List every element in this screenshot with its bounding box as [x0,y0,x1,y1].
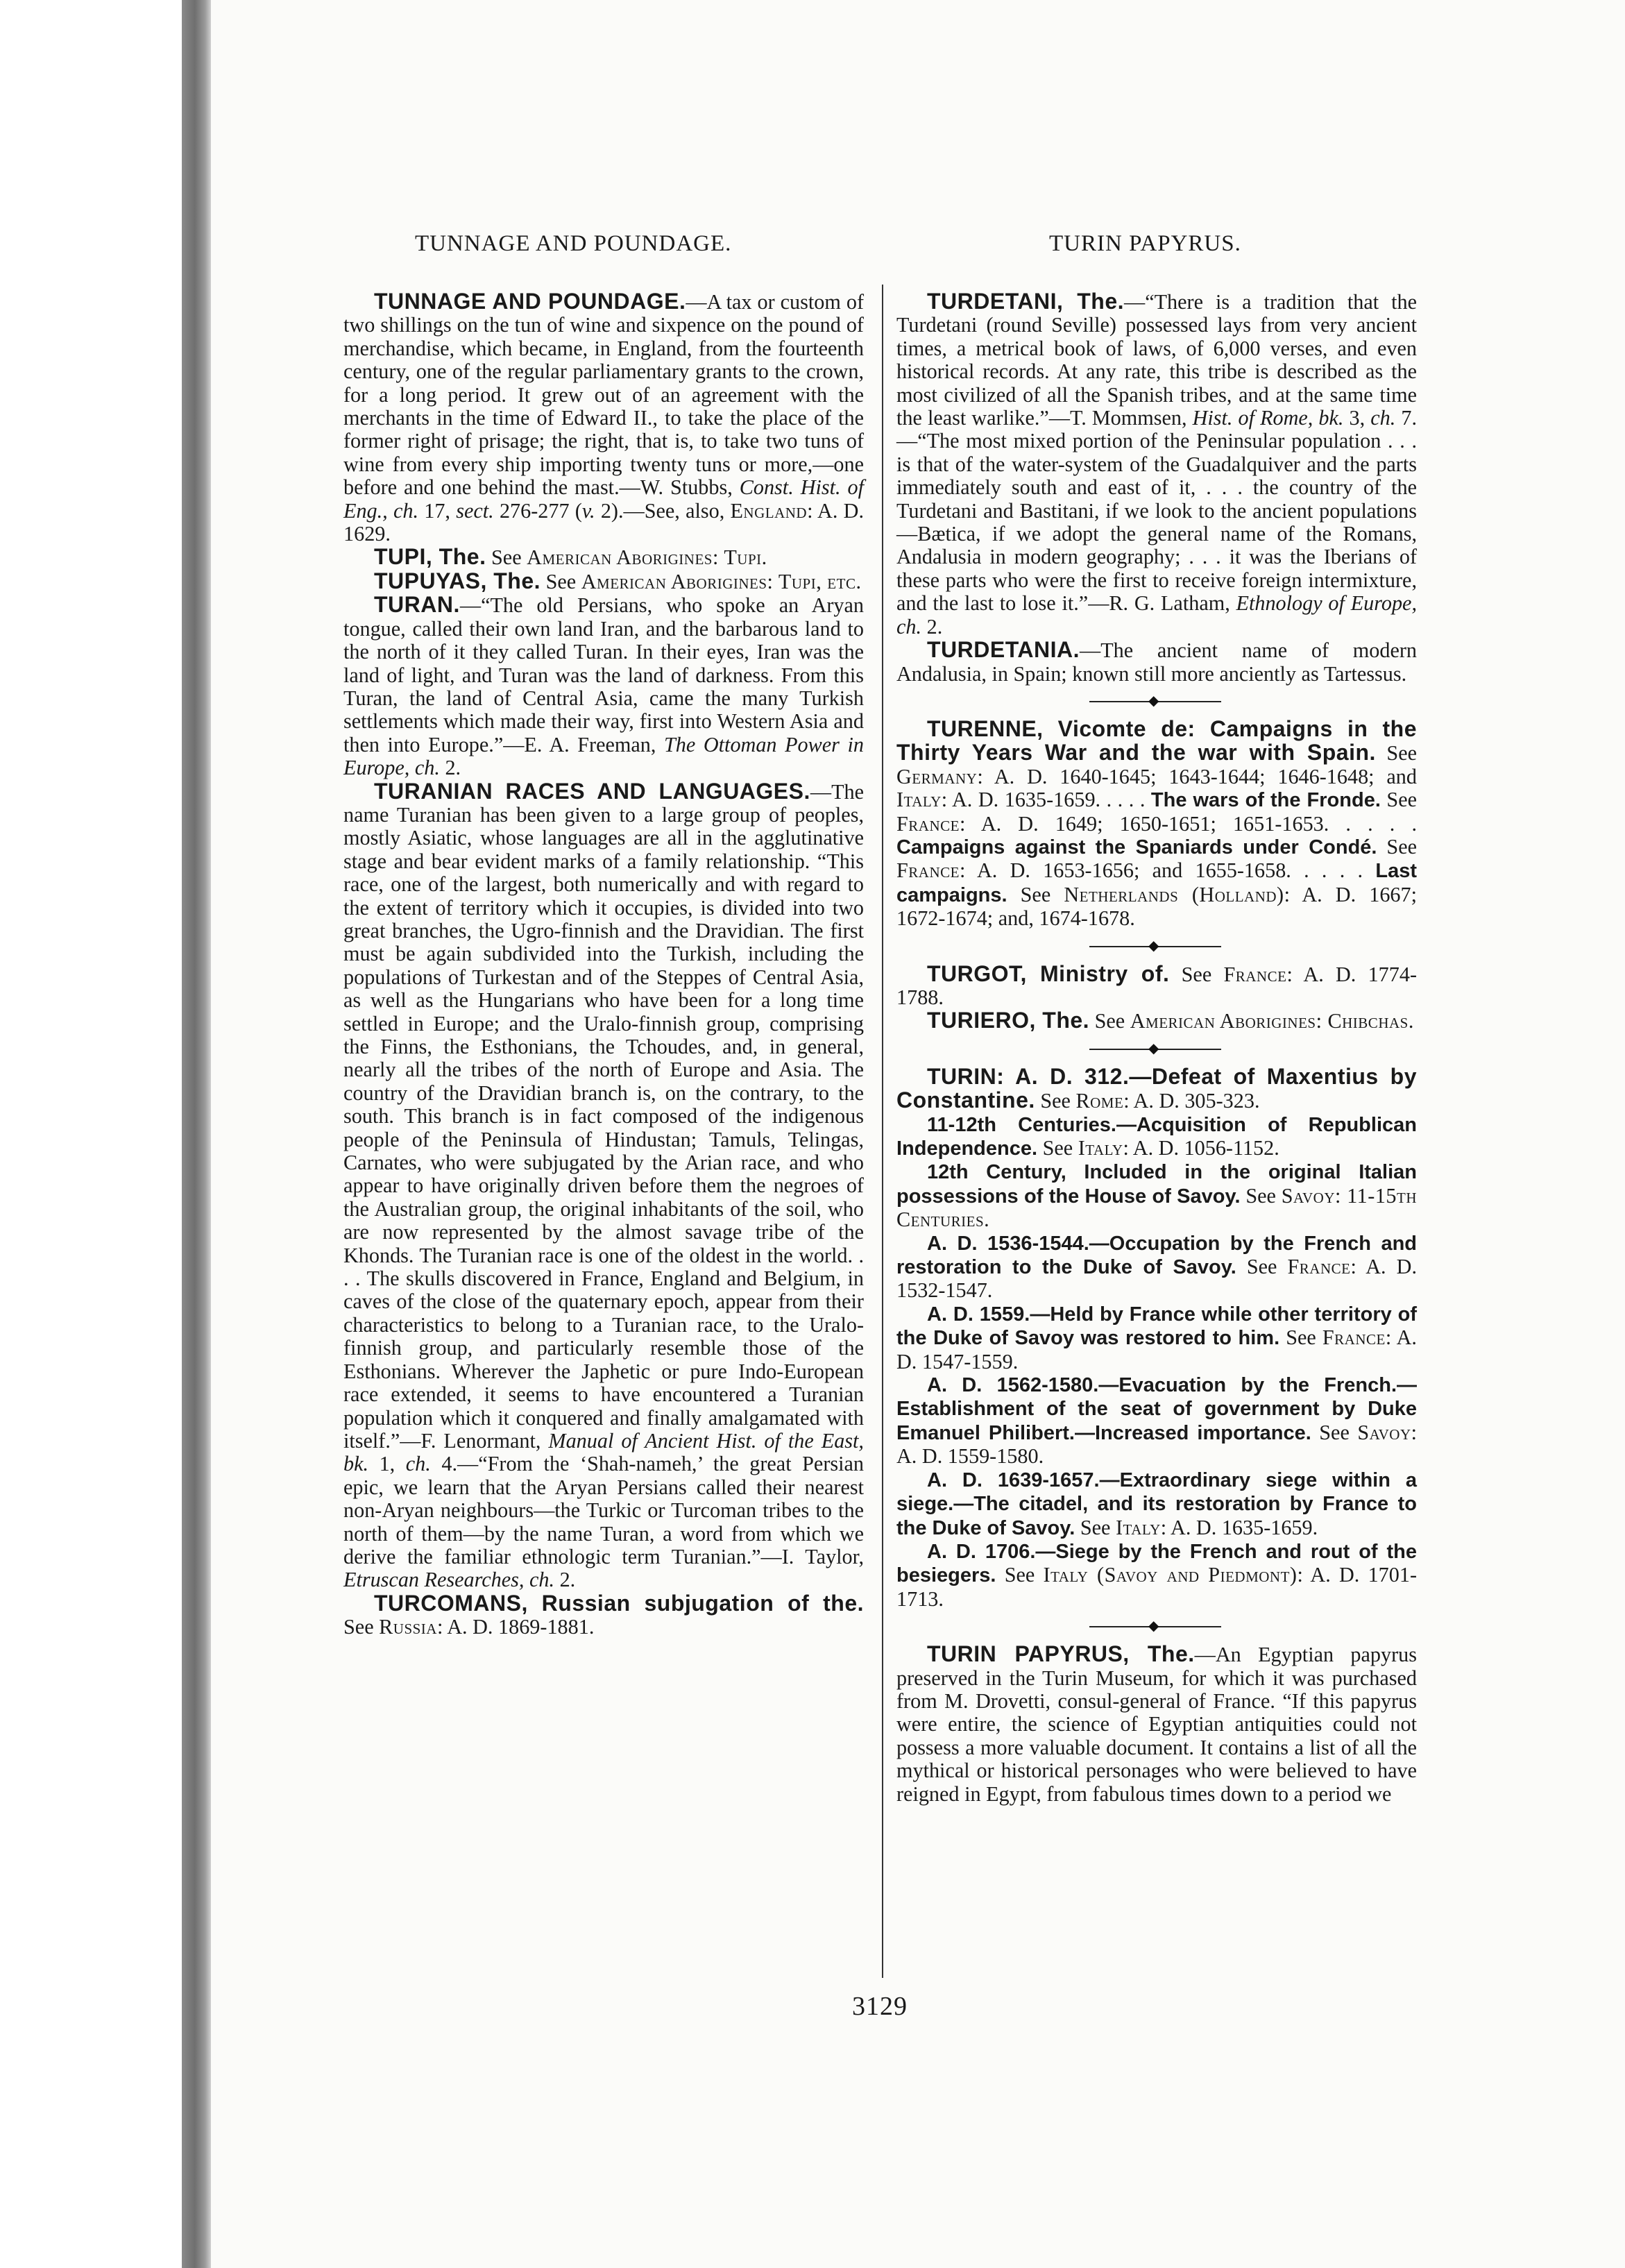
entry-text: : A. D. 1649; 1650-1651; 1651-1653. . . . . [959,811,1417,836]
entry-text: See [1236,1255,1288,1279]
entry-turiero [896,1009,1417,1033]
cross-reference: American Aborigines: Tupi [527,545,762,570]
entry-turdetani [896,290,1417,638]
entry-text: : A. D. 1774-1788. [896,962,1418,1009]
entry-text: See [1035,1089,1076,1113]
entry-text: . [1408,1009,1414,1033]
headword: TURCOMANS, Russian subjugation of the. [374,1590,864,1616]
entry-turin-1536 [896,1232,1417,1303]
headword: TURIERO, The. [927,1008,1090,1033]
entry-text: : A. D. 1532-1547. [896,1255,1417,1303]
cross-reference: Netherlands (Holland) [1064,882,1284,906]
cross-reference: Italy [1078,1136,1123,1160]
entry-text: See [1375,741,1418,765]
subheading: The wars of the Fronde. [1150,789,1381,812]
section-separator [896,1033,1417,1065]
entry-text: See [1380,788,1418,812]
headword: TUPUYAS, The. [374,568,541,593]
entry-text: See [1075,1515,1116,1539]
entry-turgot [896,960,1418,1010]
subheading: A. D. 1639-1657.—Extraordinary siege within a siege.—The citadel, and its restoration by France to the Duke of Savoy. [896,1469,1417,1539]
headword: TUNNAGE AND POUNDAGE. [374,289,686,314]
entry-text: —“The old Persians, who spoke an Aryan tongue, called their own land Iran, and the barbarous land to the north of it they called Turan. In their eyes, Iran was the land of light, and Turan was the land of darkness. From this Turan, the land of Central Asia, came the many Turkish settlements which made their way, first into Western Asia and then into Europe.”—E. A. Freeman, [343,593,864,756]
cross-reference: Savoy: 11-15th Centuries [896,1183,1417,1232]
entry-turin-1639 [896,1469,1417,1540]
entry-turcomans [343,1592,864,1639]
entry-text: See [1377,834,1417,858]
entry-text: . [984,1208,989,1232]
entry-text: 3, [1343,406,1371,430]
headword: TURGOT, Ministry of. [927,960,1170,986]
subheading: 12th Century, Included in the original Italian possessions of the House of Savoy. [896,1161,1417,1208]
subheading: Campaigns against the Spaniards under Condé. [896,836,1377,858]
entry-text: —An Egyptian papyrus preserved in the Turin Museum, for which it was purchased from M. Drovetti, consul-general of France. “If this papyrus were entire, the science of Egyptian antiquities could not possess a more valuable document. It contains a list of all the mythical or historical personages who were believed to have reigned in Egypt, from fabulous times down to a period we [896,1643,1417,1806]
subheading: 11-12th Centuries.—Acquisition of Republican Independence. [896,1113,1417,1160]
entry-text: 2. [439,756,461,780]
left-column [343,290,864,1639]
cross-reference: Rome [1075,1089,1124,1113]
entry-text: See [1240,1183,1282,1208]
cross-reference: Italy [896,788,942,812]
headword: TURDETANIA. [927,637,1080,663]
entry-tunnage-and-poundage [343,290,864,545]
cross-reference: England [730,498,808,523]
citation: ch. [1370,406,1396,430]
entry-text: 17, [418,498,457,523]
entry-turin-papyrus [896,1643,1417,1806]
entry-text: See [343,1615,380,1639]
citation: The Ottoman Power in Europe, ch. [343,732,864,780]
entry-turan [343,593,864,779]
citation: sect. [456,498,494,523]
entry-text: See [1279,1326,1322,1350]
citation: Const. Hist. of Eng., ch. [343,475,864,523]
entry-text: : A. D. 1653-1656; and 1655-1658. . . . . [959,858,1376,883]
subheading: A. D. 1559.—Held by France while other territory of the Duke of Savoy was restored to him. [896,1303,1417,1350]
entry-text: 4.—“From the ‘Shah-nameh,’ the great Persian epic, we learn that the Aryan Persians called their nearest non-Aryan neighbours—the Turkic or Turcoman tribes to the north of them—by the name Turan, a word from which we derive the familiar ethnologic term Turanian.”—I. Taylor, [343,1452,865,1568]
entry-turin-1562 [896,1373,1417,1469]
entry-text: . [761,545,767,570]
entry-tupi [343,545,864,569]
entry-turin-1559 [896,1303,1417,1373]
cross-reference: American Aborigines: Chibchas [1130,1009,1409,1033]
entry-text: —The ancient name of modern Andalusia, in Spain; known still more anciently as Tartessus. [896,638,1417,686]
subheading: A. D. 1562-1580.—Evacuation by the French.—Establishment of the seat of government by Duke Emanuel Philibert.—Increased importance. [896,1374,1417,1444]
headword: TURANIAN RACES AND LANGUAGES. [374,778,810,804]
entry-text: : A. D. 1629. [343,498,864,546]
entry-text: . [856,569,862,593]
cross-reference: France [896,811,960,836]
cross-reference: France [1322,1326,1386,1350]
book-binding-edge [182,0,211,2268]
headword: TURENNE, Vicomte de: Campaigns in the Thirty Years War and the war with Spain. [896,716,1417,765]
entry-text: 2. [921,614,943,638]
page-number: 3129 [852,1992,908,2021]
subheading: Last campaigns. [896,860,1417,906]
headword: TUPI, The. [374,544,486,570]
citation: Etruscan Researches, ch. [343,1568,555,1592]
cross-reference: Italy [1116,1515,1161,1539]
cross-reference: Italy (Savoy and Piedmont) [1043,1563,1298,1587]
entry-turin-11-12th [896,1113,1417,1161]
entry-text: : A. D. 1640-1645; 1643-1644; 1646-1648; and [977,764,1417,788]
headword: TURIN: A. D. 312.—Defeat of Maxentius by Constantine. [896,1063,1417,1113]
entry-turin-1706 [896,1540,1417,1611]
entry-text: 1, [368,1452,406,1476]
citation: Ethnology of Europe, ch. [896,591,1417,638]
entry-text: See [996,1563,1044,1587]
entry-text: 7.—“The most mixed portion of the Peninsular population . . . is that of the water-system of the Guadalquiver and the parts immediately south and east of it, . . . the country of the Turdetani and Bastitani, if we look to the ancient populations—Bætica, if we adopt the general name of the Romans, Andalusia in modern geography; . . . it was the Iberians of these parts who were the first to receive foreign intermixture, and the last to lose it.”—R. G. Latham, [896,406,1418,616]
entry-text: See [1007,882,1064,906]
entry-turdetania [896,638,1417,686]
cross-reference: American Aborigines: Tupi, etc [581,569,856,593]
entry-text: 2).—See, also, [595,498,731,523]
entry-text: See [1311,1420,1358,1444]
entry-text: : A. D. 1635-1659. . . . . [941,788,1151,812]
entry-text: : A. D. 1667; 1672-1674; and, 1674-1678. [896,882,1417,931]
entry-text: : A. D. 1701-1713. [896,1563,1417,1611]
citation: v. [581,498,595,523]
citation: Manual of Ancient Hist. of the East, bk. [343,1428,864,1476]
entry-tupuyas [343,570,864,593]
entry-text: See [486,545,527,570]
entry-text: —A tax or custom of two shillings on the tun of wine and sixpence on the pound of merchandise, which became, in England, from the fourteenth century, one of the regular parliamentary grants to the crown, for a long period. It grew out of an agreement with the merchants in the time of Edward II., to take the place of the former right of prisage; the right, that is, to take two tuns of wine from every ship importing twenty tuns or more,—one before and one behind the mast.—W. Stubbs, [343,290,864,500]
cross-reference: Germany [896,764,978,788]
entry-text: 276-277 ( [493,498,582,523]
section-separator [896,686,1417,718]
section-separator [896,1611,1417,1643]
entry-text: —The name Turanian has been given to a large group of peoples, mostly Asiatic, whose languages are all in the agglutinative stage and bear evident marks of a family relationship. “This race, one of the largest, both numerically and with regard to the extent of territory which it occupies, is divided into two great branches, the Ugro-finnish and the Dravidian. The first must be again subdivided into the Turkish, including the populations of Turkestan and of the Steppes of Central Asia, as well as the Hungarians who have been for a long time settled in Europe; and the Uralo-finnish group, comprising the Finns, the Esthonians, the Tchoudes, and, in general, nearly all the tribes of the north of Europe and Asia. The country of the Dravidian branch is, on the contrary, to the south. This branch is in fact composed of the indigenous people of the Peninsula of Hindustan; Tamuls, Telingas, Carnates, who were subjugated by the Arian race, and who appear to have originally driven before them the negroes of the Australian group, the original inhabitants of the soil, who are now represented by the almost savage tribe of the Khonds. The Turanian race is one of the oldest in the world. . . . The skulls discovered in France, England and Belgium, in caves of the close of the quaternary epoch, appear from their characteristics to belong to a Turanian race, to the Uralo-finnish group, and particularly resemble those of the Esthonians. Wherever the Japhetic or pure Indo-European race extended, it seems to have encountered a Turanian population which it conquered and finally amalgamated with itself.”—F. Lenormant, [343,779,864,1453]
entry-text: : A. D. 305-323. [1123,1089,1260,1113]
entry-text: : A. D. 1869-1881. [436,1615,595,1639]
cross-reference: France [1223,962,1287,986]
entry-turin-312 [896,1065,1417,1113]
entry-text: 2. [554,1568,576,1592]
entry-text: : A. D. 1559-1580. [896,1420,1418,1469]
entry-text: See [1089,1009,1130,1033]
entry-text: : A. D. 1547-1559. [896,1326,1417,1373]
subheading: A. D. 1706.—Siege by the French and rout of the besiegers. [896,1540,1417,1587]
entry-text: —“There is a tradition that the Turdetani (round Seville) possessed lays from very ancient times, a metrical book of laws, of 6,000 verses, and even historical records. At any rate, this tribe is described as the most civilized of all the Spanish tribes, and at the same time the least warlike.”—T. Mommsen, [896,290,1418,430]
entry-turenne [896,718,1417,931]
headword: TURAN. [374,592,460,618]
entry-turanian-races [343,780,864,1592]
headword: TURIN PAPYRUS, The. [927,1641,1195,1667]
entry-text: : A. D. 1056-1152. [1123,1136,1279,1160]
entry-turin-12th [896,1160,1417,1231]
section-separator [896,931,1417,963]
cross-reference: Russia [379,1615,437,1639]
right-column [896,290,1417,1806]
column-rule [882,285,883,1978]
headword: TURDETANI, The. [927,289,1125,314]
running-head-right: TURIN PAPYRUS. [1049,231,1241,256]
entry-text: : A. D. 1635-1659. [1160,1515,1318,1539]
cross-reference: Savoy [1357,1420,1411,1444]
subheading: A. D. 1536-1544.—Occupation by the French and restoration to the Duke of Savoy. [896,1232,1417,1279]
citation: ch. [405,1452,431,1476]
cross-reference: France [1287,1255,1351,1279]
cross-reference: France [896,858,960,883]
running-head-left: TUNNAGE AND POUNDAGE. [415,231,732,256]
citation: Hist. of Rome, bk. [1192,406,1344,430]
entry-text: See [1169,962,1224,986]
entry-text: See [1037,1136,1078,1160]
entry-text: See [541,569,581,593]
